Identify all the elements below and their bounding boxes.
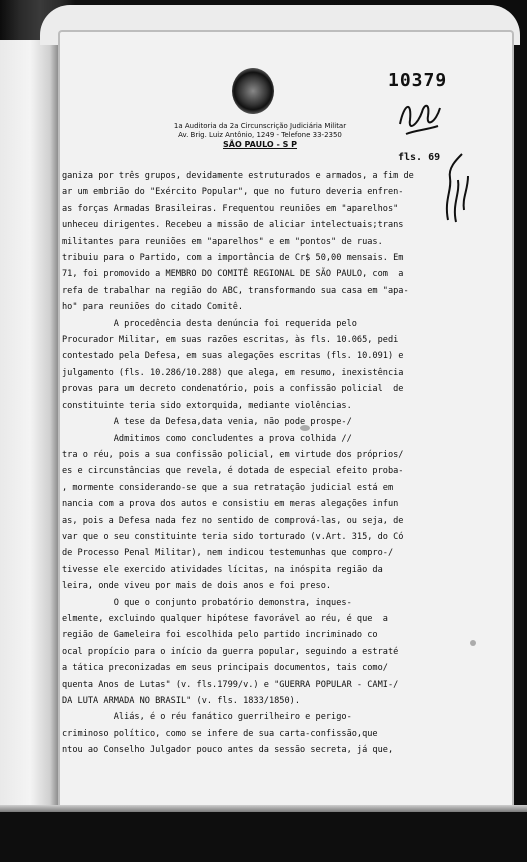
body-line: unheceu dirigentes. Recebeu a missão de aliciar intelectuais;trans (62, 220, 404, 231)
body-line: as forças Armadas Brasileiras. Frequentou reuniões em "aparelhos" (62, 203, 399, 214)
body-line: ocal propício para o início da guerra popular, seguindo a estraté (62, 646, 399, 657)
court-letterhead (150, 122, 370, 149)
margin-handwritten-note (442, 150, 472, 230)
body-line: quenta Anos de Lutas" (v. fls.1799/v.) e "GUERRA POPULAR - CAMI-/ (62, 679, 399, 690)
court-name: 1a Auditoria da 2a Circunscrição Judiciária Militar (173, 122, 347, 130)
body-line: constituinte teria sido extorquida, mediante violências. (62, 400, 352, 411)
body-line: ar um embrião do "Exército Popular", que no futuro deveria enfren- (62, 187, 404, 198)
court-city: SÃO PAULO - S P (222, 140, 298, 149)
body-line: var que o seu constituinte teria sido torturado (v.Art. 315, do Có (62, 531, 404, 542)
body-line: , mormente considerando-se que a sua retratação judicial está em (62, 482, 394, 493)
scan-speck (470, 640, 476, 646)
body-line: as, pois a Defesa nada fez no sentido de comprová-las, ou seja, de (62, 515, 404, 526)
body-line: a tática preconizadas em seus principais documentos, tais como/ (62, 663, 388, 674)
body-line: contestado pela Defesa, em suas alegações escritas (fls. 10.091) e (62, 351, 404, 362)
body-line: Aliás, é o réu fanático guerrilheiro e perigo- (62, 712, 352, 723)
folio-number: fls. 69 (398, 152, 441, 163)
body-line: DA LUTA ARMADA NO BRASIL" (v. fls. 1833/1850). (62, 696, 300, 706)
coat-of-arms-emblem (232, 68, 274, 114)
body-line: Admitimos como concludentes a prova colhida // (62, 433, 352, 444)
adjacent-page-edge (0, 40, 60, 820)
body-line: ganiza por três grupos, devidamente estruturados e armados, a fim de (62, 171, 414, 181)
body-line: A tese da Defesa,data venia, não pode prospe-/ (62, 417, 352, 428)
body-line: de Processo Penal Militar), nem indicou testemunhas que compro-/ (62, 548, 394, 559)
body-line: criminoso político, como se infere de sua carta-confissão,que (62, 728, 378, 739)
body-line: 71, foi promovido a MEMBRO DO COMITÊ REGIONAL DE SÃO PAULO, com a (62, 269, 404, 280)
body-line: es e circunstâncias que revela, é dotada de especial efeito proba- (62, 466, 404, 477)
body-line: elmente, excluindo qualquer hipótese favorável ao réu, é que a (62, 613, 388, 624)
body-line: O que o conjunto probatório demonstra, inques- (62, 597, 352, 608)
body-line: militantes para reuniões em "aparelhos" e em "pontos" de ruas. (62, 236, 383, 247)
scan-background (0, 812, 527, 862)
body-line: provas para um decreto condenatório, pois a confissão policial de (62, 384, 404, 395)
body-line: região de Gameleira foi escolhida pelo partido incriminado co (62, 630, 378, 641)
body-line: tribuiu para o Partido, com a importância de Cr$ 50,00 mensais. Em (62, 253, 404, 264)
body-line: tra o réu, pois a sua confissão policial, em virtude dos próprios/ (62, 449, 404, 460)
document-body (62, 168, 434, 759)
page-stamp-number: 10379 (388, 70, 448, 91)
body-line: refa de trabalhar na região do ABC, transformando sua casa em "apa- (62, 285, 409, 296)
body-line: nancia com a prova dos autos e consistiu em meras alegações infun (62, 499, 399, 510)
body-line: ho" para reuniões do citado Comitê. (62, 302, 244, 313)
body-line: julgamento (fls. 10.286/10.288) que alega, em resumo, inexistência (62, 367, 404, 378)
body-line: ntou ao Conselho Julgador pouco antes da sessão secreta, já que, (62, 745, 394, 756)
body-line: Procurador Militar, em suas razões escritas, às fls. 10.065, pedi (62, 335, 399, 346)
body-line: tivesse ele exercido atividades lícitas, na inóspita região da (62, 564, 383, 575)
body-line: leira, onde viveu por mais de dois anos e foi preso. (62, 581, 332, 592)
court-address: Av. Brig. Luiz Antônio, 1249 - Telefone 33-2350 (178, 131, 342, 139)
scan-speck (300, 425, 310, 431)
body-line: A procedência desta denúncia foi requerida pelo (62, 318, 357, 329)
handwritten-signature (396, 94, 442, 138)
